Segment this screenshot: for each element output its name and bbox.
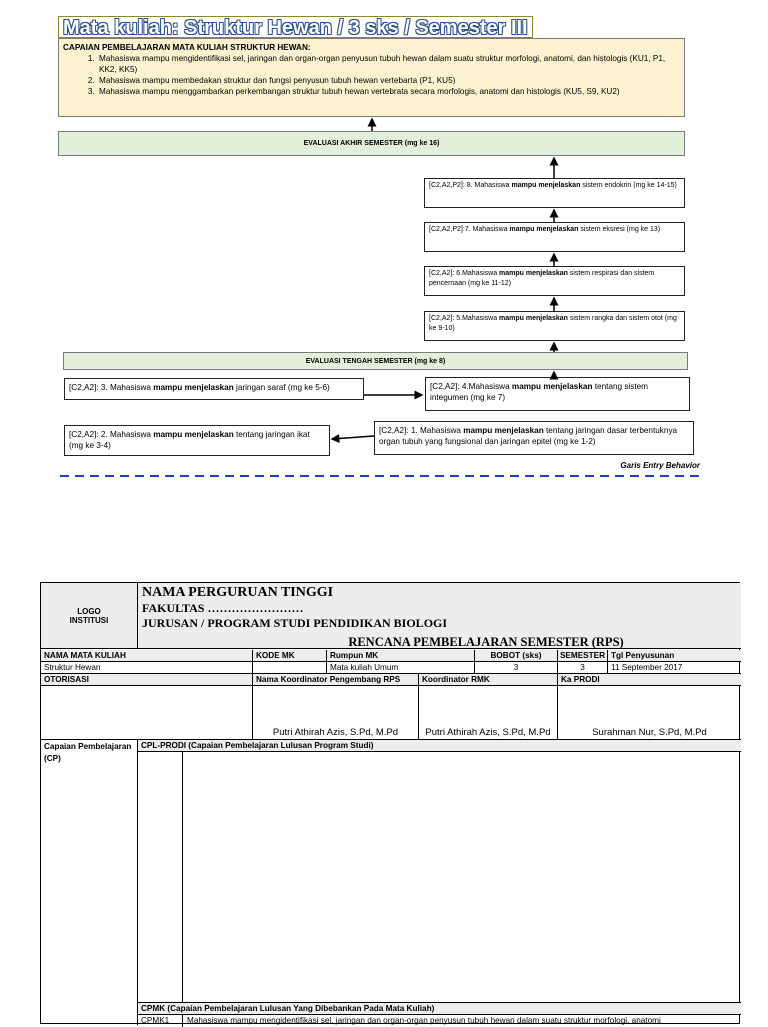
step-text: [C2,A2]: 2. Mahasiswa bbox=[69, 430, 154, 439]
department-name: JURUSAN / PROGRAM STUDI PENDIDIKAN BIOLOGI bbox=[142, 616, 448, 630]
page-title: Mata kuliah: Struktur Hewan / 3 sks / Semester III bbox=[58, 16, 533, 38]
rps-table bbox=[40, 582, 740, 1024]
step-6-box bbox=[424, 266, 685, 296]
entry-behavior-label: Garis Entry Behavior bbox=[620, 461, 700, 470]
koordinator-rmk-label: Koordinator RMK bbox=[419, 674, 558, 686]
step-text: jaringan saraf (mg ke 5-6) bbox=[233, 383, 330, 392]
rumpun-header: Rumpun MK bbox=[327, 650, 475, 662]
step-text: sistem rangka dan sistem otot (mg ke 9-10) bbox=[429, 315, 677, 332]
step-7-box bbox=[424, 222, 685, 252]
step-5-box bbox=[424, 311, 685, 341]
cp-item: 1. Mahasiswa mampu mengidentifikasi sel, jaringan dan organ-organ penyusun tubuh hewan dalam suatu struktur morfologi, anatomi, dan histologis (KU1, P1, KK2, KK5) bbox=[97, 53, 680, 75]
cpmk-header: CPMK (Capaian Pembelajaran Lulusan Yang Dibebankan Pada Mata Kuliah) bbox=[138, 1003, 741, 1015]
cpl-prodi-header: CPL-PRODI (Capaian Pembelajaran Lulusan Program Studi) bbox=[138, 740, 741, 752]
ka-prodi-label: Ka PRODI bbox=[558, 674, 741, 686]
tgl-value: 11 September 2017 bbox=[608, 662, 741, 674]
step-bold: mampu menjelaskan bbox=[511, 182, 581, 189]
step-text: [C2,A2]: 4.Mahasiswa bbox=[430, 382, 512, 391]
step-4-box bbox=[425, 377, 690, 411]
step-3-box bbox=[64, 378, 364, 400]
document-title: RENCANA PEMBELAJARAN SEMESTER (RPS) bbox=[348, 635, 624, 649]
step-bold: mampu menjelaskan bbox=[463, 426, 544, 435]
bobot-header: BOBOT (sks) bbox=[475, 650, 558, 662]
arrow-step1-to-step2 bbox=[332, 436, 374, 439]
eval-akhir-band: EVALUASI AKHIR SEMESTER (mg ke 16) bbox=[58, 131, 685, 156]
step-bold: mampu menjelaskan bbox=[499, 315, 568, 322]
step-text: [C2,A2,P2]: 8. Mahasiswa bbox=[429, 182, 512, 189]
step-text: [C2,A2]: 6.Mahasiswa bbox=[429, 270, 500, 277]
semester-value: 3 bbox=[558, 662, 608, 674]
nama-mk-header: NAMA MATA KULIAH bbox=[41, 650, 253, 662]
tgl-header: Tgl Penyusunan bbox=[608, 650, 741, 662]
koordinator-rmk-name: Putri Athirah Azis, S.Pd, M.Pd bbox=[419, 686, 558, 740]
cp-item: 2. Mahasiswa mampu membedakan struktur dan fungsi penyusun tubuh hewan vertebarta (P1, KU5) bbox=[97, 75, 680, 86]
step-2-box bbox=[64, 425, 330, 456]
koordinator-rps-label: Nama Koordinator Pengembang RPS bbox=[253, 674, 419, 686]
otorisasi-label: OTORISASI bbox=[41, 674, 253, 686]
step-text: [C2,A2]: 1. Mahasiswa bbox=[379, 426, 464, 435]
bobot-value: 3 bbox=[475, 662, 558, 674]
rumpun-value: Mata kuliah Umum bbox=[327, 662, 475, 674]
cpl-code-column bbox=[138, 752, 183, 1003]
step-bold: mampu menjelaskan bbox=[153, 383, 234, 392]
koordinator-rps-name: Putri Athirah Azis, S.Pd, M.Pd bbox=[253, 686, 419, 740]
step-text: tentang jaringan ikat (mg ke 3-4) bbox=[69, 430, 310, 450]
cpmk1-text: Mahasiswa mampu mengidentifikasi sel, jaringan dan organ-organ penyusun tubuh hewan dalam suatu struktur morfologi, anatomi bbox=[187, 1016, 661, 1025]
kode-mk-value bbox=[253, 662, 327, 674]
semester-header: SEMESTER bbox=[558, 650, 608, 662]
step-text: tentang sistem integumen (mg ke 7) bbox=[430, 382, 648, 402]
step-text: sistem eksresi (mg ke 13) bbox=[578, 226, 661, 233]
step-text: [C2,A2]: 5.Mahasiswa bbox=[429, 315, 500, 322]
step-bold: mampu menjelaskan bbox=[509, 226, 579, 233]
eval-tengah-band: EVALUASI TENGAH SEMESTER (mg ke 8) bbox=[63, 352, 688, 370]
cp-item: 3. Mahasiswa mampu menggambarkan perkembangan struktur tubuh hewan vertebrata secara morfologis, anatomi dan histologis (KU5, S9, KU2) bbox=[97, 86, 680, 97]
step-1-box bbox=[374, 421, 694, 455]
step-text: tentang jaringan dasar terbentuknya organ tubuh yang fungsional dan jaringan epitel (mg ke 1-2) bbox=[379, 426, 678, 446]
step-bold: mampu menjelaskan bbox=[511, 382, 593, 391]
cp-box bbox=[58, 38, 685, 117]
step-text: sistem respirasi dan sistem pencernaan (mg ke 11-12) bbox=[429, 270, 655, 287]
step-8-box bbox=[424, 178, 685, 208]
kode-mk-header: KODE MK bbox=[253, 650, 327, 662]
step-text: [C2,A2]: 3. Mahasiswa bbox=[69, 383, 154, 392]
step-bold: mampu menjelaskan bbox=[499, 270, 568, 277]
cpmk1-code: CPMK1 bbox=[138, 1015, 183, 1027]
cp-label: Capaian Pembelajaran (CP) bbox=[41, 740, 138, 1025]
cp-heading: CAPAIAN PEMBELAJARAN MATA KULIAH STRUKTUR HEWAN: bbox=[63, 43, 311, 52]
step-bold: mampu menjelaskan bbox=[153, 430, 234, 439]
university-name: NAMA PERGURUAN TINGGI bbox=[142, 585, 334, 600]
step-text: [C2,A2,P2]:7. Mahasiswa bbox=[429, 226, 510, 233]
cp-list bbox=[63, 53, 680, 97]
step-text: sistem endokrin (mg ke 14-15) bbox=[580, 182, 677, 189]
ka-prodi-name: Surahman Nur, S.Pd, M.Pd bbox=[558, 686, 741, 740]
logo-placeholder: LOGO INSTITUSI bbox=[41, 583, 138, 649]
nama-mk-value: Struktur Hewan bbox=[41, 662, 253, 674]
faculty-name: FAKULTAS …………………… bbox=[142, 601, 304, 615]
cpl-description-column bbox=[183, 752, 741, 1003]
otorisasi-blank bbox=[41, 686, 253, 740]
